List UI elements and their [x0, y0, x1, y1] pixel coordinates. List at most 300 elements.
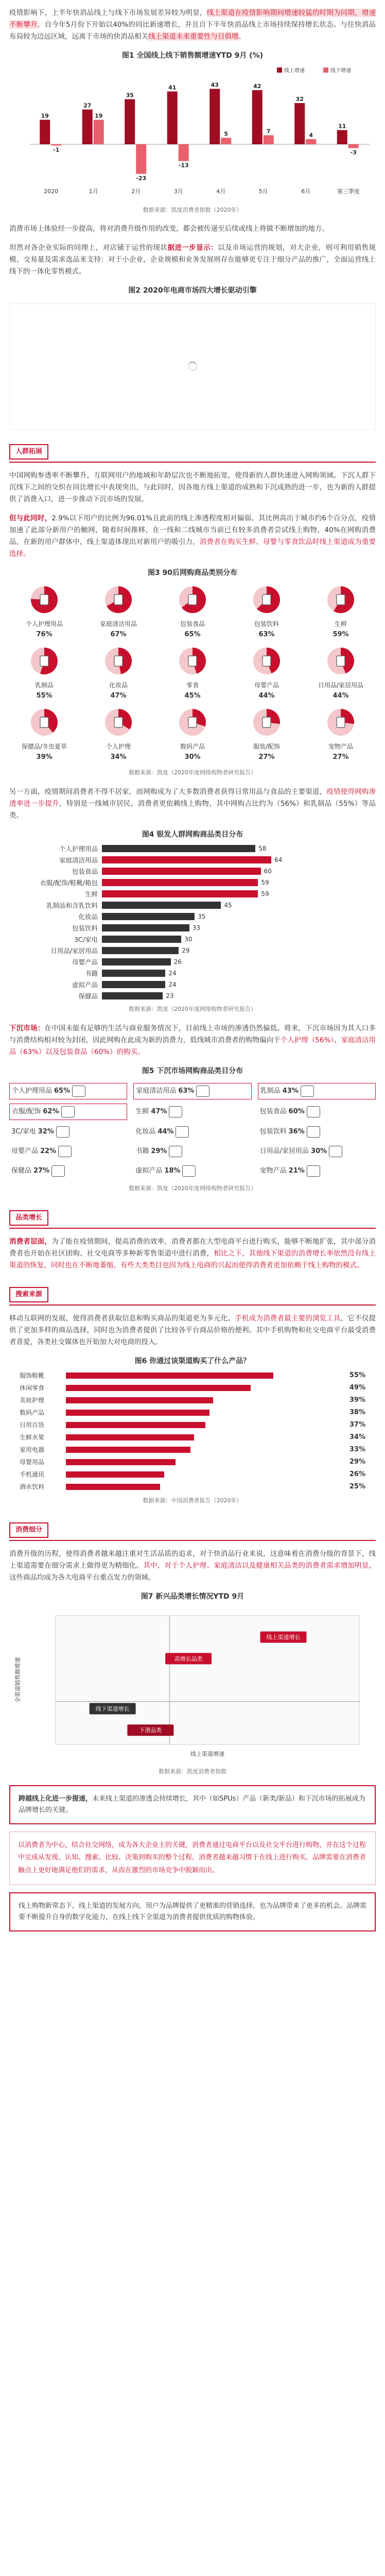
- para6-text: 另一方面，疫情期间消费者不得不居家，而网购成为了大多数消费者获得日常用品与食品的主要渠道，: [9, 787, 327, 796]
- fig4-tick-label: 母婴产品: [72, 958, 98, 966]
- fig3-title: 图3 90后网购商品类别分布: [147, 568, 238, 577]
- fig1-data-label: 11: [338, 123, 346, 130]
- fig5-item-value: 65%: [54, 1087, 71, 1095]
- fig4-bar-track: [102, 902, 376, 909]
- fig6-tick-label: 母婴用品: [20, 1459, 45, 1466]
- product-icon: [262, 595, 271, 605]
- fig4-bar-track: [102, 845, 376, 852]
- fig4-bar: [102, 913, 195, 920]
- fig6-bar: [66, 1434, 194, 1440]
- fig3-item-value: 39%: [36, 753, 52, 761]
- fig4-bar-track: [102, 970, 376, 977]
- fig3-item: [306, 707, 376, 763]
- fig6-data-label: 25%: [349, 1483, 365, 1491]
- fig1-bar: [125, 99, 135, 144]
- product-icon: [337, 717, 345, 727]
- fig4-bar-track: [102, 924, 376, 931]
- fig3-pie: [96, 646, 141, 676]
- fig6-bar: [66, 1422, 205, 1428]
- fig3-pie: [170, 584, 215, 615]
- fig4-row: [9, 854, 376, 866]
- fig6-row: [20, 1394, 365, 1406]
- fig4-data-label: 26: [173, 958, 182, 966]
- fig1-bar: [167, 91, 178, 144]
- para10-red: 其中，对于个人护理、家庭清洁以及健康相关品类的消费者需求增加明显，: [143, 1562, 376, 1570]
- fig7-x-label: 线上渠道增速: [190, 1750, 224, 1757]
- fig4-data-label: 30: [184, 936, 192, 943]
- fig1-tick-label: 4月: [216, 188, 226, 195]
- fig7-svg: [9, 1605, 376, 1760]
- product-icon: [188, 656, 197, 666]
- fig4-bar: [102, 924, 189, 931]
- fig3-pie: [22, 646, 66, 676]
- product-icon: [182, 1165, 196, 1177]
- fig1-data-label: 35: [126, 92, 134, 99]
- fig4-bar: [102, 879, 258, 886]
- para8-text: 为了能在疫情期间，提高消费的效率，消费者都在大型电商平台进行购买，能够不断地扩张，其中部分消费者也开始在社区团购、社交电商等多种新零售渠道中进行消费，: [9, 1237, 376, 1258]
- fig3-item: [9, 646, 79, 702]
- fig3-item-name: 乳制品: [34, 681, 54, 689]
- fig3-item-value: 63%: [258, 631, 275, 639]
- fig7-title: 图7 新兴品类增长情况YTD 9月: [141, 1592, 244, 1601]
- fig4-bar-track: [102, 890, 376, 897]
- fig4-row: [9, 934, 376, 945]
- fig6-data-label: 38%: [349, 1409, 365, 1417]
- fig4-row: [9, 922, 376, 934]
- fig6-tick-label: 酒水饮料: [20, 1483, 45, 1491]
- fig6-data-label: 55%: [349, 1371, 365, 1380]
- summary-box-title: 跨越线上化进一步提速，: [19, 1794, 93, 1803]
- fig5-grid: [9, 1083, 376, 1179]
- fig5-source: 数据来源：凯度（2020年度网络购物者研究报告）: [129, 1185, 256, 1192]
- fig5-item: [258, 1144, 376, 1159]
- fig6-tick-label: 日用百货: [20, 1421, 45, 1429]
- fig3-source: 数据来源：凯度（2020年度网络购物者研究报告）: [129, 769, 256, 776]
- fig4-tick-label: 保健品: [78, 992, 98, 1000]
- product-icon: [176, 1126, 189, 1138]
- para4: 中国网购参透率不断攀升，互联网用户的地域和年龄层次也不断地拓宽，使得新的人群快速进入网购领域。下沉人群下沉线下之间的交织在同比增长中表现突出，与此同时，因各地方线上渠道的成熟和下沉成熟的进一步，也为新的人群提供了消费入口，进一步推动下沉市场的发展。: [9, 471, 376, 503]
- fig4-bar: [102, 845, 255, 852]
- para7-red: 个人护理（56%）、家庭清洁用品（63%）以及包装食品（60%）的购买。: [9, 1036, 376, 1056]
- para8-red-2: 相比之下，其他线下渠道的消费增长率依然没有线上渠道的恢复，同时也在不断地萎缩，有些大类类目也因为线上电商的兴起而使得消费者更加依赖于线上购物的模式。: [9, 1249, 376, 1269]
- fig1-bar: [337, 130, 347, 144]
- fig6-tick-label: 生鲜水果: [20, 1434, 45, 1442]
- fig5-item-value: 21%: [288, 1166, 305, 1175]
- fig6-bar: [66, 1471, 164, 1478]
- fig7-source: 数据来源：凯度消费者指数: [159, 1768, 226, 1775]
- fig4-bar-track: [102, 868, 376, 875]
- fig5-item-value: 22%: [40, 1147, 57, 1155]
- section-tag-category: 品类增长: [9, 1210, 48, 1226]
- fig5-item-value: 63%: [178, 1087, 195, 1095]
- fig4-bar-track: [102, 936, 376, 943]
- fig6-title: 图6 你通过该渠道购买了什么产品？: [134, 1357, 251, 1365]
- product-icon: [40, 595, 48, 605]
- fig1-bar: [136, 144, 146, 174]
- fig1-svg: [9, 64, 376, 198]
- fig1-data-label: 19: [41, 112, 49, 120]
- fig5-item-name: 生鲜: [135, 1107, 149, 1115]
- fig4-bar: [102, 890, 258, 897]
- fig3-item-value: 76%: [36, 631, 52, 639]
- fig3-item: [9, 707, 79, 763]
- fig6-data-label: 39%: [349, 1396, 365, 1404]
- para3-red: 据进一步显示：: [167, 244, 218, 252]
- intro-text-2: ，自今年5月份下开始以40%的同比新速增长，并且自下半年快消品线上市场持续保持增长状态。与往快消品布局较为边远区域，远离于市场的快消品相关: [9, 20, 376, 41]
- fig4-data-label: 58: [258, 845, 267, 853]
- product-icon: [307, 1106, 320, 1117]
- fig6-bar: [66, 1372, 273, 1379]
- fig1-bar: [51, 144, 61, 146]
- product-icon: [262, 656, 271, 666]
- product-icon: [307, 1165, 320, 1177]
- fig4-tick-label: 化妆品: [78, 912, 98, 921]
- fig3-item: [83, 707, 153, 763]
- fig5-item-value: 62%: [43, 1107, 59, 1115]
- fig6-row: [20, 1431, 365, 1444]
- fig5-item: [9, 1144, 127, 1159]
- section-divider-2: [9, 1228, 376, 1229]
- fig3-item-value: 59%: [332, 631, 349, 639]
- fig1-bar: [348, 144, 359, 148]
- fig5-item: [133, 1104, 251, 1120]
- fig1-tick-label: 2020: [44, 188, 59, 195]
- fig4-tick-label: 衣服/配饰/鞋靴/箱包: [40, 878, 98, 887]
- fig4-row: [9, 911, 376, 922]
- fig6-chart: [9, 1369, 376, 1493]
- fig6-bar: [66, 1447, 190, 1453]
- fig5-item-name: 衣服/配饰: [12, 1107, 41, 1115]
- fig3-item-name: 包装饮料: [254, 620, 279, 628]
- fig7-chart: [9, 1605, 376, 1764]
- fig5-item: [133, 1124, 251, 1140]
- fig3-pie: [319, 646, 363, 676]
- fig5-item: [133, 1163, 251, 1179]
- fig3-pie: [244, 646, 289, 676]
- fig6-data-label: 26%: [349, 1470, 365, 1479]
- fig1-data-label: 27: [83, 102, 92, 109]
- para9: [9, 1313, 376, 1348]
- fig4-tick-label: 虚拟产品: [72, 980, 98, 989]
- fig5-item-value: 43%: [282, 1087, 299, 1095]
- para7-highlight: 下沉市场：: [9, 1024, 45, 1032]
- fig6-row: [20, 1456, 365, 1468]
- product-icon: [58, 1146, 72, 1157]
- fig3-item: [306, 584, 376, 640]
- fig6-row: [20, 1468, 365, 1481]
- fig5-item-name: 化妆品: [135, 1127, 156, 1136]
- fig1-data-label: 41: [168, 84, 177, 91]
- fig5-item-value: 18%: [164, 1166, 181, 1175]
- fig6-bar: [66, 1459, 176, 1465]
- fig1-data-label: 4: [309, 131, 313, 139]
- fig1-source: 数据来源：凯度消费者指数（2020年）: [143, 206, 242, 213]
- fig3-item-name: 个人护理用品: [25, 620, 63, 628]
- section-divider-3: [9, 1304, 376, 1306]
- para5-highlight: 但与此同时，: [9, 514, 52, 522]
- intro-highlight: 线上渠道在疫情影响期间增速较猛的时期为同期，增速不断攀升: [9, 9, 376, 29]
- fig4-row: [9, 888, 376, 900]
- fig6-data-label: 29%: [349, 1458, 365, 1466]
- product-icon: [307, 1126, 320, 1138]
- fig4-bar-track: [102, 856, 376, 863]
- fig5-item-value: 29%: [151, 1147, 167, 1155]
- fig3-item: [232, 707, 302, 763]
- fig4-bar: [102, 868, 261, 875]
- fig1-title: 图1 全国线上线下销售额增速YTD 9月 (%): [121, 51, 264, 60]
- fig3-item: [232, 584, 302, 640]
- fig6-tick-label: 休闲零食: [20, 1384, 45, 1392]
- para3-text-2: 以及市场运营的规划，对大企业，则可利用销售规模、交易量及需求选品来支持：对于小企业，企业规模和业务发展则存在能够更专注于细分产品的推广，全面运营线上线下的一体化零售模式。: [9, 244, 376, 276]
- fig1-tick-label: 1月: [89, 188, 98, 195]
- fig4-bar-track: [102, 981, 376, 988]
- product-icon: [337, 595, 345, 605]
- fig3-item-value: 55%: [36, 692, 52, 700]
- fig1-data-label: 7: [266, 128, 271, 135]
- fig6-bar: [66, 1385, 251, 1391]
- fig1-bar: [252, 90, 262, 144]
- para6: [9, 786, 376, 822]
- para6-text-2: ，特别是一线城市居民，消费者更依赖线上购物，其中网购占比约为（56%）和乳制品（55%）等品类。: [9, 799, 376, 820]
- fig3-pie: [319, 707, 363, 738]
- fig3-item: [157, 707, 227, 763]
- fig4-row: [9, 990, 376, 1002]
- fig4-data-label: 23: [166, 992, 174, 1000]
- fig3-item-name: 家庭清洁用品: [99, 620, 137, 628]
- fig5-item-value: 47%: [151, 1107, 167, 1115]
- fig5-item: [258, 1163, 376, 1179]
- fig3-pie: [22, 584, 66, 615]
- fig4-data-label: 59: [261, 879, 269, 887]
- section-tag-crowd: 人群拓展: [9, 444, 48, 460]
- fig3-item: [157, 584, 227, 640]
- fig7-point-label: 下滑品类: [139, 1726, 162, 1734]
- fig1-tick-label: 5月: [258, 188, 268, 195]
- para2: 消费市场上体验经一步提高，将对消费升级作用的改变，都会被传递至后续或线上将做不断增加的地方。: [9, 225, 329, 233]
- fig5-item-value: 60%: [288, 1107, 305, 1115]
- fig4-data-label: 33: [192, 924, 200, 932]
- fig5-item: [258, 1083, 376, 1099]
- fig2-title: 图2 2020年电商市场四大增长驱动引擎: [128, 286, 257, 295]
- fig3-item-name: 个人护理: [106, 742, 131, 750]
- fig4-tick-label: 生鲜: [84, 890, 98, 898]
- fig6-row: [20, 1382, 365, 1394]
- fig5-item: [9, 1083, 127, 1099]
- para9-text-2: ，它不仅提供了更加多样的商品选择，同时也为消费者提供了比较各平台商品价格的便利。其中手机购物和社交电商平台最受消费者喜爱，各类社交媒体也开始加大对电商的投入。: [9, 1314, 376, 1346]
- para5-red: 消费者在购买生鲜、母婴与零食饮品时线上渠道成为重要选择。: [9, 537, 376, 558]
- product-icon: [40, 717, 48, 727]
- fig3-item-name: 零食: [186, 681, 199, 689]
- fig5-item-name: 个人护理用品: [12, 1087, 52, 1095]
- product-icon: [188, 717, 197, 727]
- fig7-plot-area: [56, 1616, 359, 1744]
- product-icon: [51, 1165, 65, 1177]
- intro-text-3: 。: [238, 32, 246, 41]
- para7-text: 在中国未能有足够的生活与商业服务情况下，目前线上市场的渗透仍然偏低。将来，下沉市场因为其人口多与消费结构相对较为封闭，因此网购在此成为新的消费力，低线城市消费者的购物偏向于: [9, 1024, 376, 1044]
- para8-red: 消费者层面，: [9, 1237, 52, 1246]
- product-icon: [56, 1126, 69, 1138]
- fig3-item-name: 母婴产品: [254, 681, 279, 689]
- fig5-item: [133, 1083, 251, 1099]
- fig3-item: [9, 584, 79, 640]
- fig4-data-label: 59: [261, 890, 269, 898]
- fig4-bar: [102, 947, 179, 954]
- fig4-tick-label: 乳制品和含乳饮料: [46, 901, 98, 909]
- fig1-bar: [306, 139, 316, 144]
- fig3-item-value: 44%: [332, 692, 349, 700]
- fig4-data-label: 45: [224, 902, 232, 909]
- fig4-bar-track: [102, 992, 376, 999]
- fig1-bar: [40, 120, 50, 144]
- product-icon: [188, 595, 197, 605]
- fig1-chart: [9, 64, 376, 202]
- fig3-item-name: 保健品/冬虫夏草: [21, 742, 67, 750]
- fig4-tick-label: 书籍: [84, 969, 98, 977]
- fig3-item: [83, 646, 153, 702]
- fig4-tick-label: 个人护理用品: [59, 844, 98, 853]
- fig4-bar: [102, 856, 271, 863]
- fig3-item-name: 服装/配饰: [253, 742, 281, 750]
- fig5-item: [9, 1163, 127, 1179]
- fig1-legend-swatch: [277, 67, 282, 73]
- para5-text: 2.9%以下用户的比例为96.01%且此前的线上渗透程度相对偏弱。其比例高出于城市约6个百分点，疫情加速了此部分新用户的触网，随着时间推移，在一线和二线城市当前已有较多消费者尝试线上购物，40%在网购消费品，在新的用户群体中，线上渠道体现出对新用户的吸引力，: [9, 514, 376, 546]
- fig1-data-label: 19: [95, 112, 103, 120]
- article: [0, 7, 385, 1931]
- product-icon: [262, 717, 271, 727]
- product-icon: [114, 656, 122, 666]
- fig3-item: [306, 646, 376, 702]
- fig6-row: [20, 1481, 365, 1493]
- summary-box-text: 未来线上渠道的渗透会持续增长，其中（如SPUs）产品（新类/新品）和下沉市场的拓展成为品牌增长的关键。: [19, 1794, 365, 1814]
- product-icon: [329, 1146, 342, 1157]
- fig5-item-name: 保健品: [11, 1166, 32, 1175]
- fig4-tick-label: 包装饮料: [72, 924, 98, 932]
- fig3-pie: [244, 584, 289, 615]
- fig1-legend-label: 线上增速: [284, 67, 305, 74]
- fig5-item-name: 包装食品: [259, 1107, 287, 1115]
- product-icon: [61, 1106, 75, 1117]
- fig1-legend-swatch: [323, 67, 328, 73]
- intro-text: 疫情影响下，上半年快消品线上与线下市场发展差异较为明显，: [9, 9, 207, 17]
- fig5-item-name: 3C/家电: [11, 1127, 36, 1136]
- fig5-item-name: 宠物产品: [259, 1166, 287, 1175]
- fig5-item-value: 27%: [33, 1166, 50, 1175]
- fig7-point-label: 线上渠道增长: [266, 1634, 301, 1641]
- section-tag-segment: 消费细分: [9, 1522, 48, 1538]
- fig3-item: [83, 584, 153, 640]
- product-icon: [72, 1086, 85, 1097]
- fig6-row: [20, 1419, 365, 1431]
- fig5-item-name: 包装饮料: [259, 1127, 287, 1136]
- product-icon: [169, 1106, 182, 1117]
- product-icon: [40, 656, 48, 666]
- para5: [9, 513, 376, 560]
- fig6-row: [20, 1406, 365, 1419]
- fig1-tick-label: 3月: [173, 188, 183, 195]
- fig6-data-label: 49%: [349, 1384, 365, 1392]
- loading-spinner-icon: [188, 362, 197, 371]
- fig5-item-value: 36%: [288, 1127, 305, 1136]
- para8: [9, 1236, 376, 1272]
- fig4-tick-label: 包装食品: [72, 867, 98, 875]
- fig5-item-value: 32%: [38, 1127, 54, 1136]
- para6-red: 疫情使得网购渗透率进一步提升: [9, 787, 376, 808]
- quote-box: 以消费者为中心，结合社交网络，成为各大企业主的关键，消费者通过电商平台以及社交平台进行购物，并在这个过程中完成从发现、认知、搜索、比较、决策到购买的整个过程。消费者越来越习惯于在线上进行购买，品牌需要在消费者触点上更好地满足他们的需求，从而在激烈的市场竞争中脱颖而出。: [9, 1832, 376, 1885]
- fig5-item: [133, 1144, 251, 1159]
- fig4-bar: [102, 992, 163, 999]
- fig3-item-value: 34%: [110, 753, 127, 761]
- fig4-data-label: 64: [274, 856, 283, 864]
- fig6-source: 数据来源：中国消费者报告（2020年）: [143, 1497, 242, 1504]
- fig3-pie: [22, 707, 66, 738]
- fig3-item: [232, 646, 302, 702]
- fig5-item-name: 母婴产品: [11, 1147, 39, 1155]
- fig3-item-name: 包装食品: [180, 620, 205, 628]
- fig5-item-name: 日用品/家居用品: [259, 1147, 309, 1155]
- fig1-bar: [179, 144, 189, 161]
- fig4-row: [9, 900, 376, 911]
- fig1-data-label: 5: [224, 130, 229, 138]
- fig6-data-label: 34%: [349, 1433, 365, 1442]
- product-icon: [169, 1146, 182, 1157]
- fig1-tick-label: 第三季度: [337, 188, 360, 195]
- fig6-bar: [66, 1484, 160, 1490]
- fig3-item-value: 27%: [332, 753, 349, 761]
- fig6-bar: [66, 1397, 213, 1403]
- fig1-data-label: -23: [136, 175, 147, 182]
- fig4-row: [9, 945, 376, 956]
- fig1-bar: [294, 103, 305, 144]
- para7: [9, 1023, 376, 1058]
- para10-text-2: 这些商品均成为各大电商平台重点发力的领域。: [9, 1573, 155, 1582]
- summary-box: [9, 1785, 376, 1824]
- fig5-item: [258, 1124, 376, 1140]
- fig4-row: [9, 956, 376, 968]
- fig4-row: [9, 968, 376, 979]
- fig4-data-label: 60: [264, 868, 272, 875]
- fig1-bar: [82, 109, 93, 144]
- fig6-tick-label: 手机通讯: [20, 1471, 45, 1479]
- fig3-item: [157, 646, 227, 702]
- fig4-chart: [9, 843, 376, 1002]
- product-icon: [301, 1086, 314, 1097]
- fig3-grid: [9, 584, 376, 763]
- fig5-item-name: 书籍: [135, 1147, 149, 1155]
- fig4-row: [9, 843, 376, 854]
- fig6-tick-label: 数码产品: [20, 1409, 45, 1417]
- intro-paragraph: [9, 7, 376, 43]
- fig4-bar-track: [102, 947, 376, 954]
- fig3-item-name: 数码产品: [180, 742, 205, 750]
- fig3-item-value: 67%: [110, 631, 127, 639]
- para3-text: 坦然对各企业实际的同理上，对店铺于运营的现状: [9, 244, 168, 252]
- fig5-item-name: 虚拟产品: [135, 1166, 163, 1175]
- para9-text: 移动互联网的发展，使得消费者获取信息和购买商品的渠道更为多元化。: [9, 1314, 235, 1323]
- product-icon: [114, 717, 122, 727]
- product-icon: [337, 656, 345, 666]
- fig3-item-name: 化妆品: [109, 681, 128, 689]
- fig1-data-label: 32: [295, 95, 304, 103]
- fig3-pie: [170, 646, 215, 676]
- fig4-bar: [102, 936, 181, 943]
- fig3-pie: [96, 707, 141, 738]
- fig4-data-label: 35: [198, 913, 206, 921]
- fig3-item-name: 日用品/家居用品: [318, 681, 364, 689]
- fig1-tick-label: 2月: [131, 188, 141, 195]
- fig4-row: [9, 979, 376, 990]
- fig5-item: [9, 1124, 127, 1140]
- fig3-item-value: 27%: [258, 753, 275, 761]
